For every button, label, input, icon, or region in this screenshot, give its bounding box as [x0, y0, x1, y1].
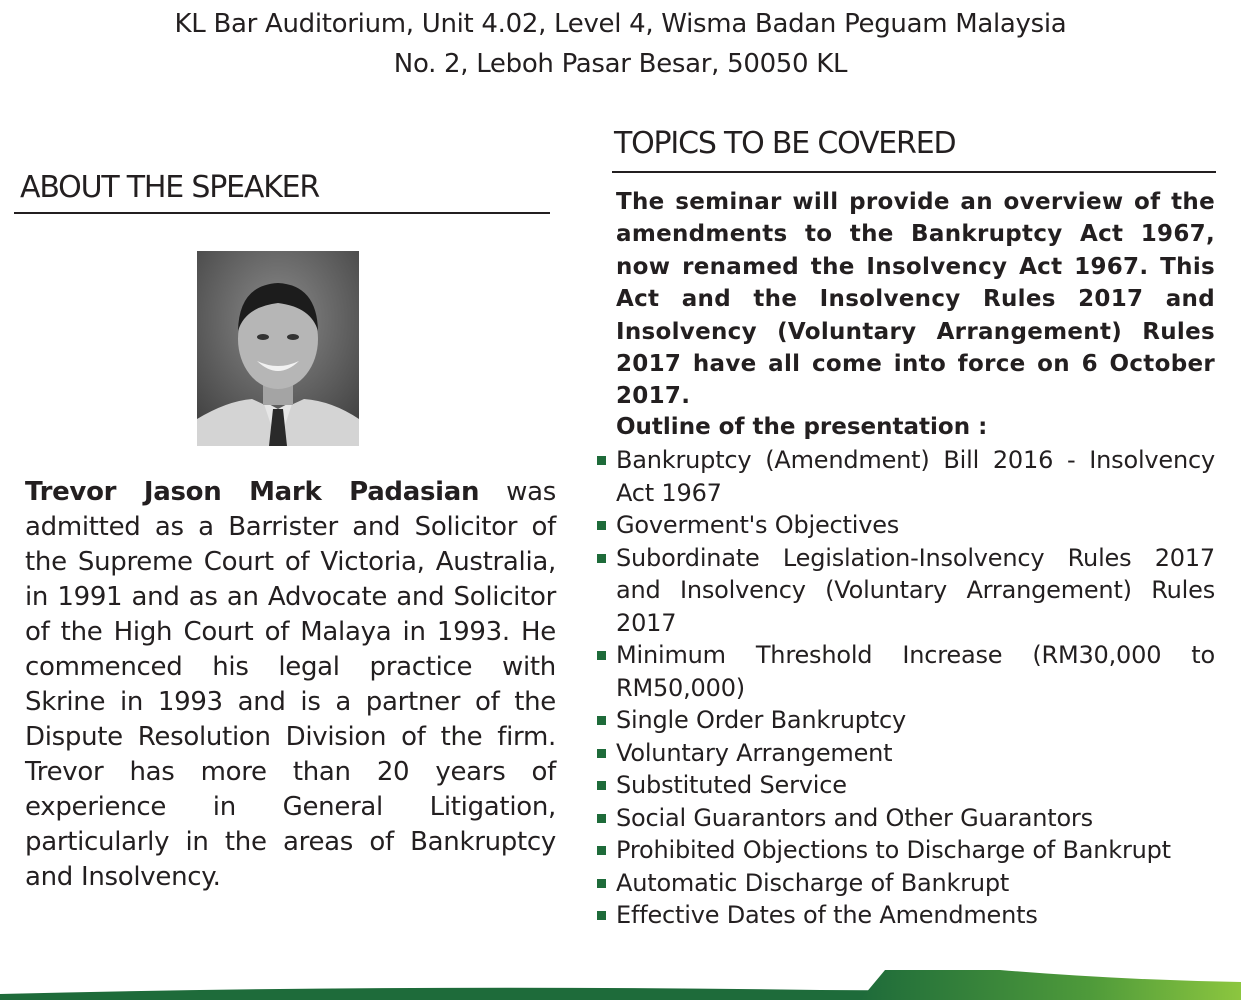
speaker-bio-text: was admitted as a Barrister and Solicitor of the Supreme Court of Victoria, Australia, in 1991 and as an Advocate and Solicitor of the High Court of Malaya in 1993. He commenced his legal practice with Skrine in 1993 and is a partner of the Dispute Resolution Division of the firm. Trevor has more than 20 years of experience in General Litigation, particularly in the areas of Bankruptcy and Insolvency. [25, 477, 556, 892]
square-bullet-icon [597, 846, 606, 855]
topic-item [616, 802, 1215, 835]
topics-heading-rule [612, 171, 1216, 173]
square-bullet-icon [597, 651, 606, 660]
speaker-bio [25, 475, 556, 895]
topic-item-text: Minimum Threshold Increase (RM30,000 to RM50,000) [616, 641, 1215, 702]
topic-item-text: Bankruptcy (Amendment) Bill 2016 - Insolvency Act 1967 [616, 446, 1215, 507]
topic-item-text: Goverment's Objectives [616, 511, 900, 539]
topic-item [616, 444, 1215, 509]
topic-item-text: Prohibited Objections to Discharge of Bankrupt [616, 836, 1171, 864]
topic-item [616, 867, 1215, 900]
topic-item-text: Subordinate Legislation-Insolvency Rules 2017 and Insolvency (Voluntary Arrangement) Rules 2017 [616, 543, 1215, 637]
speaker-name: Trevor Jason Mark Padasian [25, 477, 480, 507]
topic-item-text: Substituted Service [616, 771, 847, 799]
topic-item [616, 509, 1215, 542]
venue-line-2: No. 2, Leboh Pasar Besar, 50050 KL [393, 49, 848, 79]
square-bullet-icon [597, 781, 606, 790]
square-bullet-icon [597, 879, 606, 888]
square-bullet-icon [597, 911, 606, 920]
topic-item [616, 899, 1215, 932]
topic-item [616, 834, 1215, 867]
about-speaker-heading: ABOUT THE SPEAKER [20, 170, 320, 205]
topic-item-text: Effective Dates of the Amendments [616, 901, 1038, 929]
venue-address [0, 4, 1241, 84]
topics-heading: TOPICS TO BE COVERED [614, 126, 956, 161]
topic-item-text: Voluntary Arrangement [616, 738, 893, 767]
outline-title: Outline of the presentation : [616, 414, 988, 440]
square-bullet-icon [597, 716, 606, 725]
square-bullet-icon [597, 554, 606, 563]
speaker-photo [197, 251, 359, 446]
topic-item [616, 704, 1215, 737]
topic-item [616, 639, 1215, 704]
venue-line-1: KL Bar Auditorium, Unit 4.02, Level 4, Wisma Badan Peguam Malaysia [174, 9, 1067, 39]
square-bullet-icon [597, 456, 606, 465]
topic-item-text: Automatic Discharge of Bankrupt [616, 868, 1010, 897]
topic-item-text: Social Guarantors and Other Guarantors [616, 803, 1093, 832]
seminar-overview: The seminar will provide an overview of the amendments to the Bankruptcy Act 1967, now renamed the Insolvency Act 1967. This Act and the Insolvency Rules 2017 and Insolvency (Voluntary Arrangement) Rules 2017 have all come into force on 6 October 2017. [616, 189, 1215, 410]
square-bullet-icon [597, 521, 606, 530]
topic-item [616, 769, 1215, 802]
square-bullet-icon [597, 749, 606, 758]
topic-item-text: Single Order Bankruptcy [616, 706, 907, 734]
square-bullet-icon [597, 814, 606, 823]
topic-list [616, 444, 1215, 932]
topic-item [616, 542, 1215, 640]
speaker-heading-rule [14, 212, 550, 214]
footer-green-stripe [0, 960, 1241, 1000]
topic-item [616, 737, 1215, 770]
